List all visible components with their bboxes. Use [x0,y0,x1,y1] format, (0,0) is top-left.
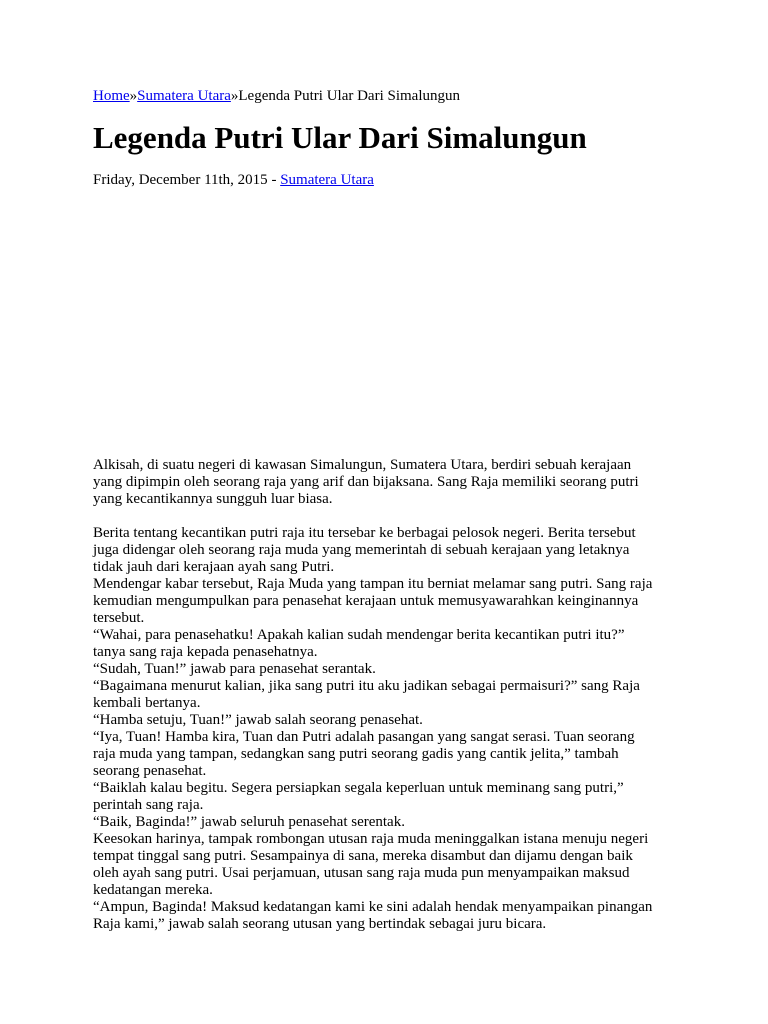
article-paragraph [93,712,683,729]
paragraph-line: kemudian mengumpulkan para penasehat kerajaan untuk memusyawarahkan keinginannya [93,593,639,609]
article-paragraph [93,814,683,831]
paragraph-line: tanya sang raja kepada penasehatnya. [93,644,318,660]
paragraph-line: “Sudah, Tuan!” jawab para penasehat serantak. [93,661,376,677]
article-paragraph [93,831,683,899]
article-paragraph [93,729,683,780]
paragraph-line: “Iya, Tuan! Hamba kira, Tuan dan Putri adalah pasangan yang sangat serasi. Tuan seorang [93,729,635,745]
paragraph-line: Raja kami,” jawab salah seorang utusan yang bertindak sebagai juru bicara. [93,916,547,932]
breadcrumb-home-link[interactable]: Home [93,88,130,104]
article-paragraph [93,576,683,627]
article-paragraph [93,627,683,661]
paragraph-line: “Wahai, para penasehatku! Apakah kalian sudah mendengar berita kecantikan putri itu?” [93,627,625,643]
paragraph-line: “Hamba setuju, Tuan!” jawab salah seorang penasehat. [93,712,423,728]
paragraph-line: tidak jauh dari kerajaan ayah sang Putri. [93,559,335,575]
paragraph-line: “Baiklah kalau begitu. Segera persiapkan segala keperluan untuk meminang sang putri,” [93,780,624,796]
paragraph-line: Keesokan harinya, tampak rombongan utusan raja muda meninggalkan istana menuju negeri [93,831,649,847]
meta-separator: - [267,172,281,188]
page-title: Legenda Putri Ular Dari Simalungun [93,120,587,155]
breadcrumb [93,87,460,105]
paragraph-line: oleh ayah sang putri. Usai perjamuan, utusan sang raja muda pun menyampaikan maksud [93,865,630,881]
article-paragraph [93,780,683,814]
paragraph-line: seorang penasehat. [93,763,207,779]
breadcrumb-category-link[interactable]: Sumatera Utara [137,88,231,104]
breadcrumb-current: Legenda Putri Ular Dari Simalungun [238,88,461,104]
breadcrumb-separator: » [129,88,138,104]
paragraph-line: perintah sang raja. [93,797,204,813]
paragraph-line: “Baik, Baginda!” jawab seluruh penasehat serentak. [93,814,405,830]
paragraph-line: raja muda yang tampan, sedangkan sang putri seorang gadis yang cantik jelita,” tambah [93,746,619,762]
paragraph-line: kedatangan mereka. [93,882,213,898]
paragraph-line: yang kecantikannya sungguh luar biasa. [93,491,333,507]
paragraph-line: kembali bertanya. [93,695,201,711]
paragraph-line: Berita tentang kecantikan putri raja itu tersebar ke berbagai pelosok negeri. Berita tersebut [93,525,636,541]
article-paragraph [93,678,683,712]
paragraph-line: tersebut. [93,610,145,626]
paragraph-line: tempat tinggal sang putri. Sesampainya di sana, mereka disambut dan dijamu dengan baik [93,848,633,864]
post-category-link[interactable]: Sumatera Utara [280,172,374,188]
paragraph-line: “Bagaimana menurut kalian, jika sang putri itu aku jadikan sebagai permaisuri?” sang Raja [93,678,640,694]
paragraph-line: Alkisah, di suatu negeri di kawasan Simalungun, Sumatera Utara, berdiri sebuah kerajaan [93,457,632,473]
article-paragraph [93,457,683,508]
ad-placeholder [93,196,675,446]
paragraph-line: Mendengar kabar tersebut, Raja Muda yang tampan itu berniat melamar sang putri. Sang raja [93,576,653,592]
article-paragraph [93,525,683,576]
breadcrumb-separator: » [230,88,239,104]
article-paragraph [93,661,683,678]
article-body [93,457,683,933]
post-date: Friday, December 11th, 2015 [93,172,268,188]
article-paragraph [93,899,683,933]
paragraph-line: yang dipimpin oleh seorang raja yang arif dan bijaksana. Sang Raja memiliki seorang putri [93,474,639,490]
paragraph-line: “Ampun, Baginda! Maksud kedatangan kami ke sini adalah hendak menyampaikan pinangan [93,899,653,915]
paragraph-line: juga didengar oleh seorang raja muda yang memerintah di sebuah kerajaan yang letaknya [93,542,630,558]
post-meta [93,171,374,189]
